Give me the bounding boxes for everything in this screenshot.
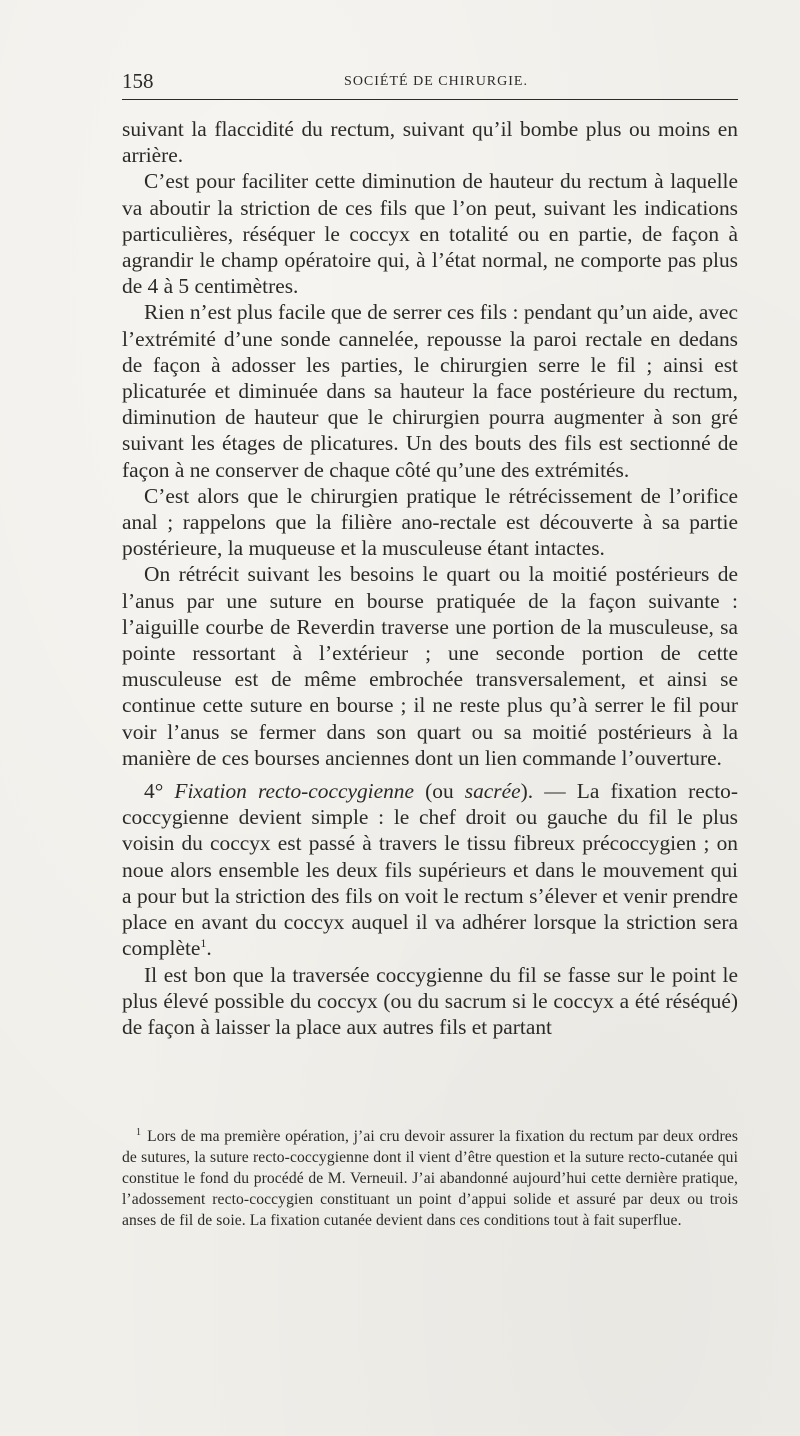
paragraph-4: C’est alors que le chirurgien pratique le rétrécissement de l’orifice anal ; rappelons que la filière ano-rectale est découverte à sa partie postérieure, la muqueuse et la musculeuse étant intactes. [122,483,738,561]
header-rule [122,99,738,100]
paragraph-5: On rétrécit suivant les besoins le quart ou la moitié postérieurs de l’anus par une suture en bourse pratiquée de la façon suivante : l’aiguille courbe de Reverdin traverse une portion de la musculeuse, sa pointe ressortant à l’extérieur ; une seconde portion de cette musculeuse est de même embrochée transversalement, et ainsi se continue cette suture en bourse ; il ne reste plus qu’à serrer le fil pour voir l’anus se fermer dans son quart ou sa moitié postérieurs à la manière de ces bourses anciennes dont un lien commande l’ouverture. [122,562,738,770]
section-title: Fixation recto-coccygienne [174,779,414,804]
paragraph-6-section [122,778,738,961]
paragraph-7: Il est bon que la traversée coccygienne du fil se fasse sur le point le plus élevé possible du coccyx (ou du sacrum si le coccyx a été réséqué) de façon à laisser la place aux autres fils et partant [122,962,738,1039]
section-text: — La fixation recto-coccygienne devient simple : le chef droit ou gauche du fil le plus voisin du coccyx est passé à travers le tissu fibreux précoccygien ; on noue alors ensemble les deux fils supérieurs et dans le mouvement qui a pour but la striction des fils on voit le rectum s’élever et venir prendre place en avant du coccyx auquel il va adhérer lorsque la striction sera complète [122,779,738,961]
footnote-mark: 1 [136,1126,142,1138]
footnote-text: Lors de ma première opération, j’ai cru devoir assurer la fixation du rectum par deux ordres de sutures, la suture recto-coccygienne dont il vient d’être question et la suture recto-cutanée qui constitue le fond du procédé de M. Verneuil. J’ai abandonné aujourd’hui cette dernière pratique, l’adossement recto-coccygien constituant un point d’appui solide et assuré par deux ou trois anses de fil de soie. La fixation cutanée devient dans ces conditions tout à fait superflue. [122,1128,738,1229]
section-end: . [206,936,212,961]
section-paren-open: (ou [413,779,465,804]
footnote-reference[interactable]: 1 [200,936,207,951]
body-text [122,116,738,1040]
footnote [122,1126,738,1231]
running-title: SOCIÉTÉ DE CHIRURGIE. [344,74,528,89]
paragraph-2: C’est pour faciliter cette diminution de hauteur du rectum à laquelle va aboutir la striction de ces fils que l’on peut, suivant les indications particulières, réséquer le coccyx en totalité ou en partie, de façon à agrandir le champ opératoire qui, à l’état normal, ne comporte pas plus de 4 à 5 centimètres. [122,169,738,299]
section-paren-word: sacrée [464,779,521,804]
paragraph-1: suivant la flaccidité du rectum, suivant qu’il bombe plus ou moins en arrière. [122,117,738,168]
section-paren-close: ). [520,779,534,804]
page-number: 158 [122,69,154,93]
section-number: 4° [144,779,164,804]
page-header [122,66,738,96]
paragraph-3: Rien n’est plus facile que de serrer ces fils : pendant qu’un aide, avec l’extrémité d’une sonde cannelée, repousse la paroi rectale en dedans de façon à adosser les parties, le chirurgien serre le fil ; ainsi est plicaturée et diminuée dans sa hauteur la face postérieure du rectum, diminution de hauteur que le chirurgien pourra augmenter à son gré suivant les étages de plicatures. Un des bouts des fils est sectionné de façon à ne conserver de chaque côté qu’une des extrémités. [122,300,738,482]
